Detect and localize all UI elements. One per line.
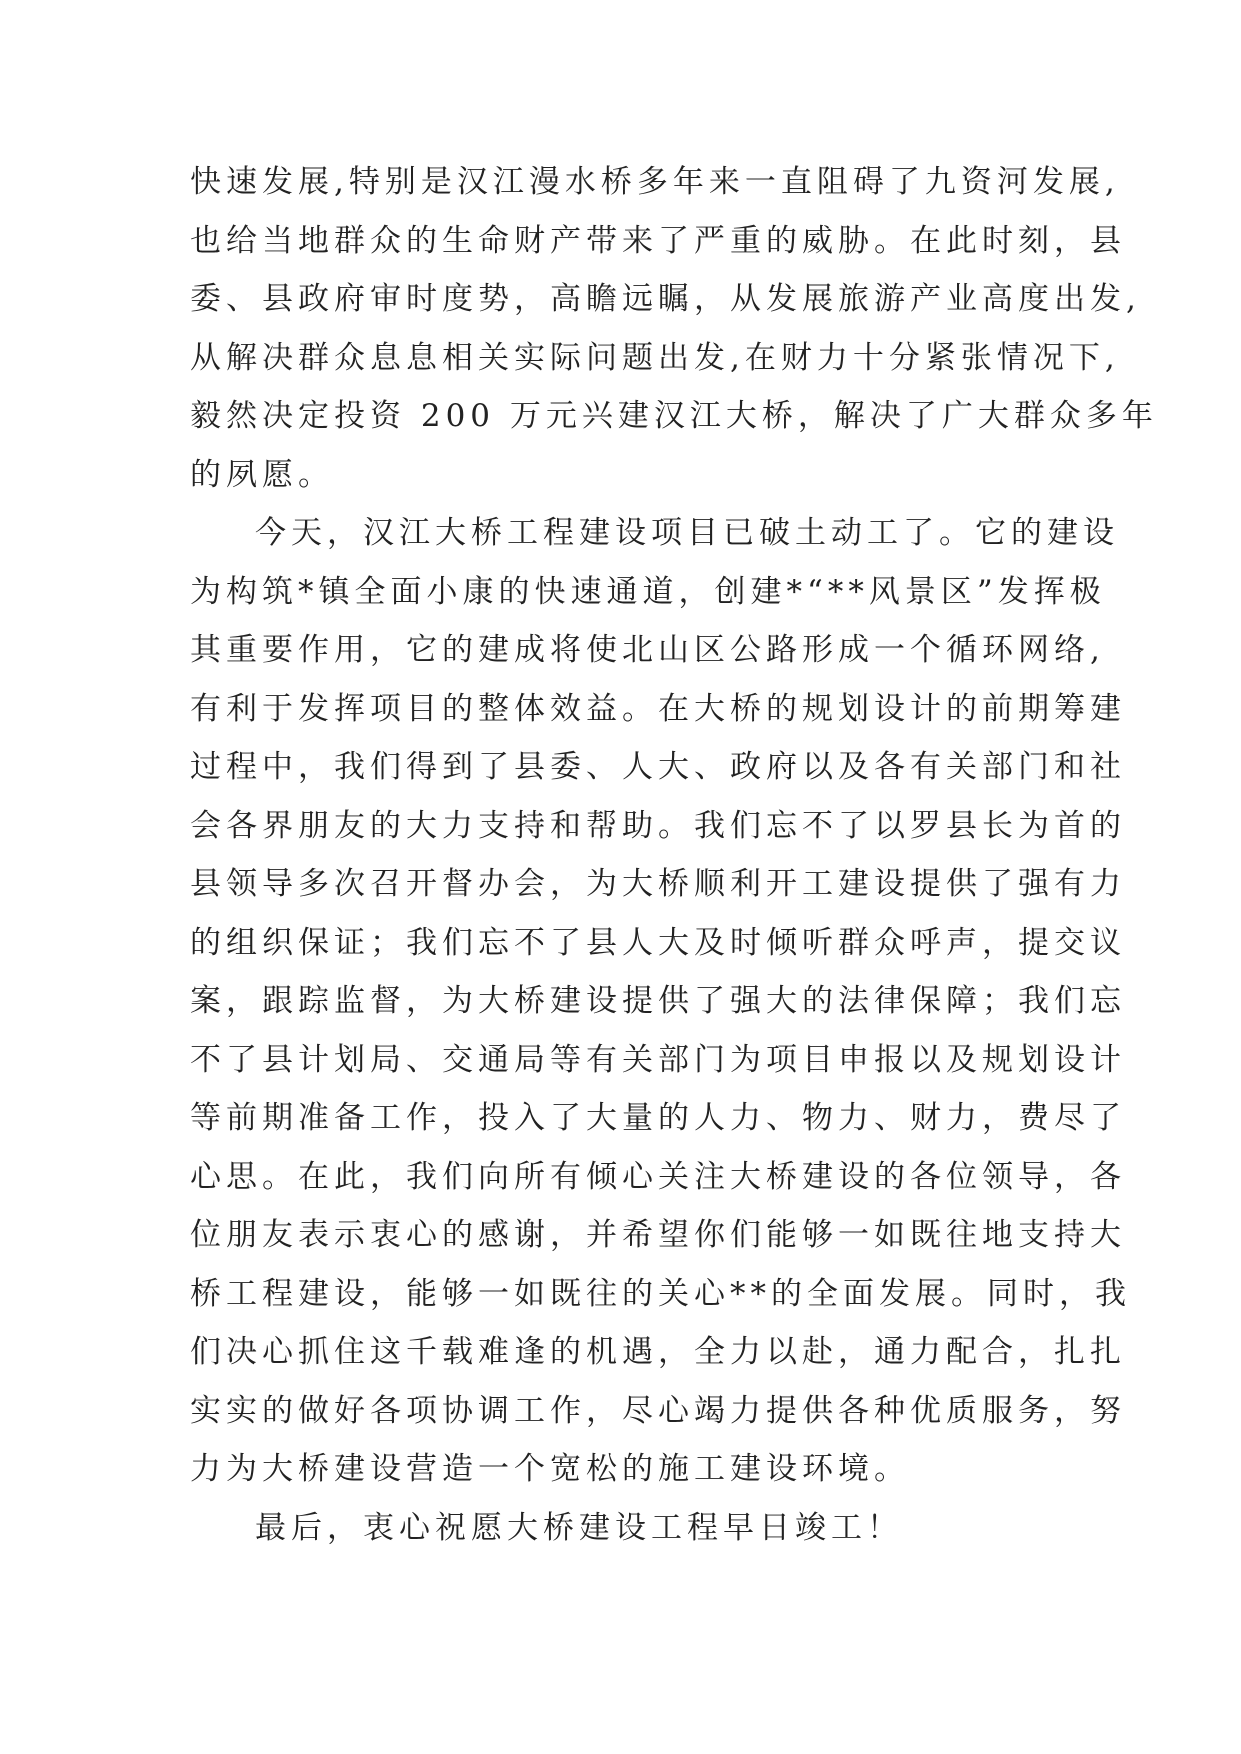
text-line: 力为大桥建设营造一个宽松的施工建设环境。 xyxy=(190,1451,910,1487)
text-line: 的组织保证；我们忘不了县人大及时倾听群众呼声，提交议 xyxy=(190,924,1126,961)
text-line: 实实的做好各项协调工作，尽心竭力提供各种优质服务，努 xyxy=(190,1392,1126,1429)
text-line: 桥工程建设，能够一如既往的关心**的全面发展。同时，我 xyxy=(190,1275,1131,1312)
body-text xyxy=(190,160,1158,1564)
text-line: 为构筑*镇全面小康的快速通道，创建*“**风景区”发挥极 xyxy=(190,573,1106,610)
text-line: 也给当地群众的生命财产带来了严重的威胁。在此时刻，县 xyxy=(190,222,1126,259)
text-line: 们决心抓住这千载难逢的机遇，全力以赴，通力配合，扎扎 xyxy=(190,1334,1126,1370)
text-line: 从解决群众息息相关实际问题出发,在财力十分紧张情况下, xyxy=(190,339,1120,376)
paragraph-first-line: 今天，汉江大桥工程建设项目已破土动工了。它的建设 xyxy=(255,515,1119,551)
text-line: 快速发展,特别是汉江漫水桥多年来一直阻碍了九资河发展, xyxy=(190,164,1120,200)
text-line: 案，跟踪监督，为大桥建设提供了强大的法律保障；我们忘 xyxy=(190,983,1126,1019)
text-line: 不了县计划局、交通局等有关部门为项目申报以及规划设计 xyxy=(190,1041,1126,1078)
paragraph-first-line: 最后，衷心祝愿大桥建设工程早日竣工！ xyxy=(255,1509,903,1546)
text-line: 会各界朋友的大力支持和帮助。我们忘不了以罗县长为首的 xyxy=(190,807,1126,844)
text-line: 心思。在此，我们向所有倾心关注大桥建设的各位领导，各 xyxy=(190,1158,1126,1195)
text-line: 委、县政府审时度势，高瞻远瞩，从发展旅游产业高度出发, xyxy=(190,281,1141,317)
text-line: 其重要作用，它的建成将使北山区公路形成一个循环网络, xyxy=(190,632,1105,668)
text-line: 县领导多次召开督办会，为大桥顺利开工建设提供了强有力 xyxy=(190,866,1126,902)
text-line: 位朋友表示衷心的感谢，并希望你们能够一如既往地支持大 xyxy=(190,1217,1126,1253)
text-line: 有利于发挥项目的整体效益。在大桥的规划设计的前期筹建 xyxy=(190,690,1126,727)
text-line: 的夙愿。 xyxy=(190,456,334,493)
text-line: 过程中，我们得到了县委、人大、政府以及各有关部门和社 xyxy=(190,749,1126,785)
text-line: 毅然决定投资 200 万元兴建汉江大桥，解决了广大群众多年 xyxy=(190,398,1158,434)
text-line: 等前期准备工作，投入了大量的人力、物力、财力，费尽了 xyxy=(190,1100,1126,1136)
